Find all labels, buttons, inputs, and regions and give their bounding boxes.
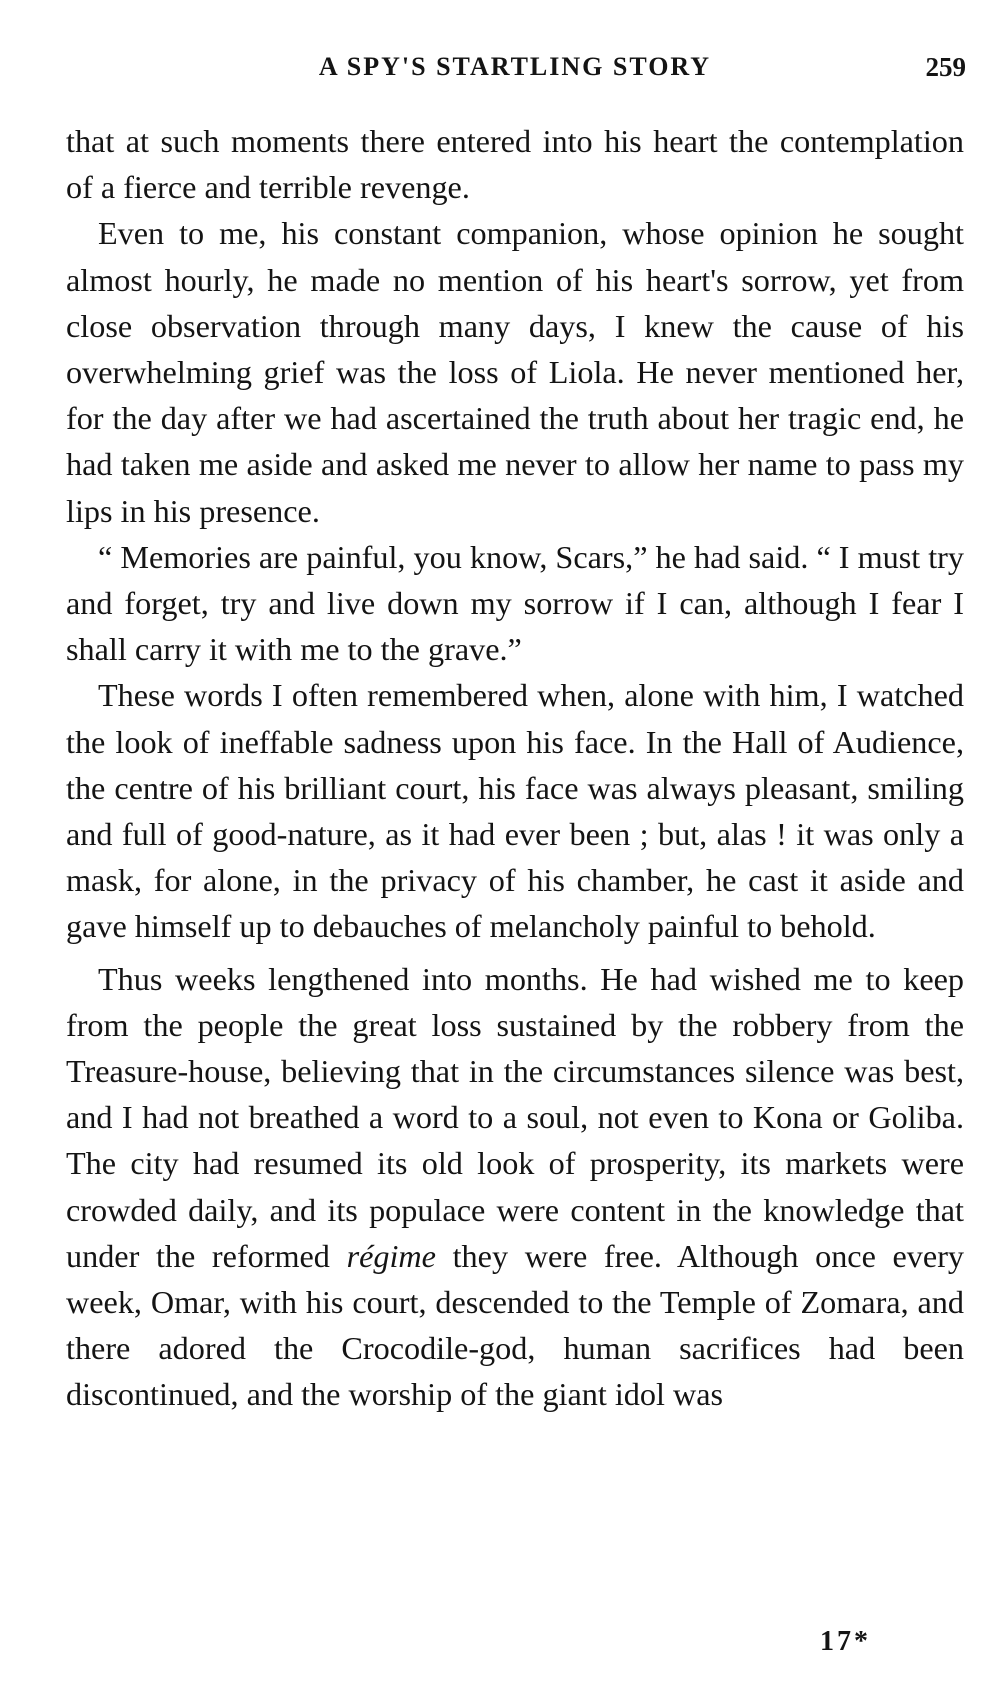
body-text bbox=[66, 118, 964, 1418]
running-head bbox=[64, 52, 966, 92]
running-title: A SPY'S STARTLING STORY bbox=[318, 52, 712, 81]
paragraph-5-text-b: they were free. Although once every week, Omar, with his court, descended to the Temple of Zomara, and there adored the Crocodile-god, human sacrifices had been discontinued, and the worship of the giant idol was bbox=[66, 1237, 965, 1413]
italic-word: régime bbox=[346, 1237, 436, 1274]
paragraph-2: Even to me, his constant companion, whose opinion he sought almost hourly, he made no mention of his heart's sorrow, yet from close observation through many days, I knew the cause of his overwhelming grief was the loss of Liola. He never mentioned her, for the day after we had ascertained the truth about her tragic end, he had taken me aside and asked me never to allow her name to pass my lips in his presence. bbox=[66, 215, 964, 529]
paragraph-4: These words I often remembered when, alone with him, I watched the look of ineffable sadness upon his face. In the Hall of Audience, the centre of his brilliant court, his face was always pleasant, smiling and full of good-nature, as it had ever been ; but, alas ! it was only a mask, for alone, in the privacy of his chamber, he cast it aside and gave himself up to debauches of melancholy painful to behold. bbox=[66, 677, 964, 945]
paragraph-1: that at such moments there entered into his heart the contemplation of a fierce and terrible revenge. bbox=[66, 123, 964, 206]
paragraph-5 bbox=[66, 956, 964, 1418]
page-number: 259 bbox=[925, 52, 966, 82]
paragraph-5-text-a: Thus weeks lengthened into months. He had wished me to keep from the people the great loss sustained by the robbery from the Treasure-house, believing that in the circumstances silence was best, and I had not breathed a word to a soul, not even to Kona or Goliba. The city had resumed its old look of prosperity, its markets were crowded daily, and its populace were content in the knowledge that under the reformed bbox=[66, 960, 964, 1274]
paragraph-3: “ Memories are painful, you know, Scars,” he had said. “ I must try and forget, try and live down my sorrow if I can, although I fear I shall carry it with me to the grave.” bbox=[66, 538, 964, 668]
signature-mark: 17* bbox=[820, 1626, 871, 1657]
